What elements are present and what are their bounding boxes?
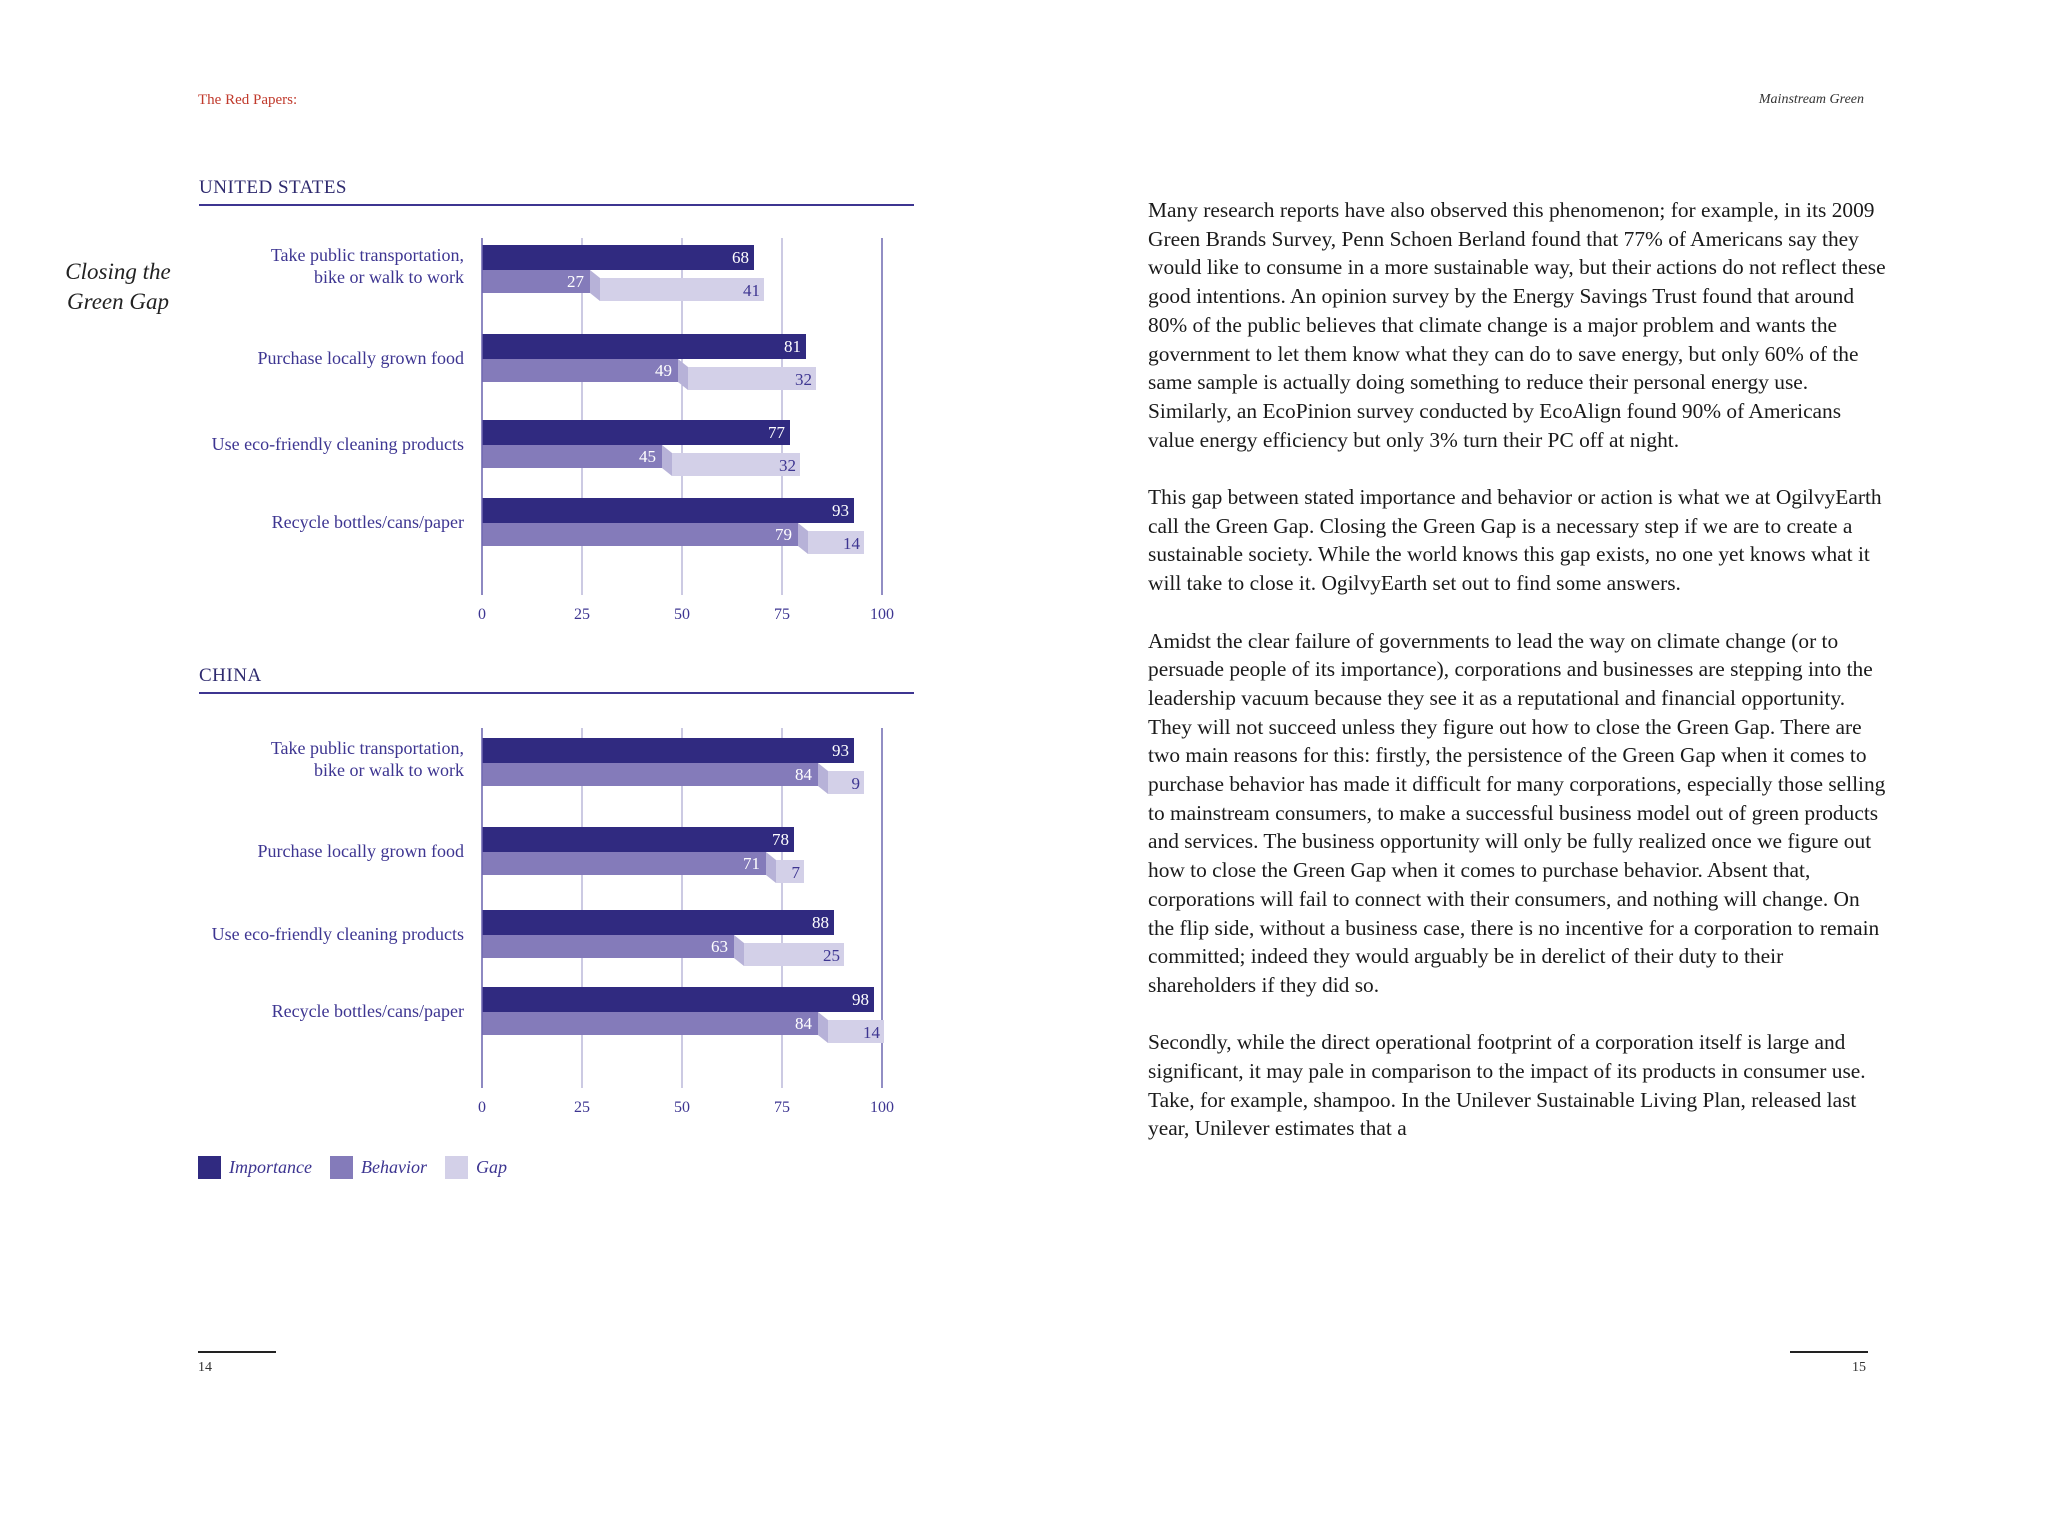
- x-tick-label: 25: [574, 1099, 590, 1116]
- category-label: Recycle bottles/cans/paper: [271, 512, 464, 532]
- category-label: Use eco-friendly cleaning products: [211, 924, 464, 944]
- chart-china: [0, 0, 1000, 1536]
- importance-value-label: 81: [784, 337, 801, 356]
- importance-value-label: 88: [812, 913, 829, 932]
- legend-label-importance: Importance: [229, 1157, 312, 1177]
- legend-label-behavior: Behavior: [360, 1157, 427, 1177]
- behavior-value-label: 63: [711, 937, 728, 956]
- behavior-value-label: 45: [639, 447, 656, 466]
- importance-bar: [482, 738, 854, 763]
- gap-bar-side: [734, 935, 744, 966]
- x-tick-label: 0: [478, 606, 486, 623]
- behavior-bar: [482, 1012, 818, 1035]
- chart-legend: [198, 1156, 525, 1179]
- category-label: Recycle bottles/cans/paper: [271, 1001, 464, 1021]
- legend-item-importance: [198, 1156, 312, 1179]
- importance-value-label: 93: [832, 501, 849, 520]
- x-tick-label: 0: [478, 1099, 486, 1116]
- legend-label-gap: Gap: [475, 1157, 507, 1177]
- importance-bar: [482, 910, 834, 935]
- importance-value-label: 78: [772, 830, 789, 849]
- category-label: Use eco-friendly cleaning products: [211, 434, 464, 454]
- footer-rule-left: [198, 1351, 276, 1353]
- gap-bar-side: [818, 1012, 828, 1043]
- gap-value-label: 32: [779, 456, 796, 475]
- body-paragraph-4: Secondly, while the direct operational footprint of a corporation itself is large and significant, it may pale in comparison to the impact of its products in consumer use. Take, for example, shampoo. In the Unilever Sustainable Living Plan, released last year, Unilever estimates that a: [1148, 1030, 1866, 1141]
- chart-title-china: CHINA: [199, 665, 262, 686]
- gap-value-label: 14: [843, 534, 860, 553]
- x-tick-label: 75: [774, 606, 790, 623]
- x-tick-label: 50: [674, 606, 690, 623]
- behavior-value-label: 49: [655, 361, 672, 380]
- behavior-bar: [482, 852, 766, 875]
- importance-bar: [482, 827, 794, 852]
- category-label: bike or walk to work: [314, 760, 464, 780]
- running-header-right: Mainstream Green: [1758, 92, 1864, 107]
- gap-value-label: 32: [795, 370, 812, 389]
- gap-value-label: 14: [863, 1023, 880, 1042]
- behavior-bar: [482, 763, 818, 786]
- gap-value-label: 7: [791, 863, 800, 882]
- behavior-value-label: 71: [743, 854, 760, 873]
- legend-swatch-gap: [445, 1156, 468, 1179]
- page-number-right: 15: [1852, 1360, 1866, 1375]
- importance-value-label: 93: [832, 741, 849, 760]
- gap-value-label: 41: [743, 281, 760, 300]
- gap-value-label: 25: [823, 946, 840, 965]
- body-paragraph-3: Amidst the clear failure of governments to lead the way on climate change (or to persuade people of its importance), corporations and businesses are stepping into the leadership vacuum because they see it as a reputational and financial opportunity. They will not succeed unless they figure out how to close the Green Gap. There are two main reasons for this: firstly, the persistence of the Green Gap when it comes to purchase behavior has made it difficult for many corporations, especially those selling to mainstream consumers, to make a successful business model out of green products and services. The business opportunity will only be fully realized once we figure out how to close the Green Gap when it comes to purchase behavior. Absent that, corporations will fail to connect with their consumers, and nothing will change. On the flip side, without a business case, there is no incentive for a corporation to remain committed; indeed they would arguably be in derelict of their duty to their shareholders if they did so.: [1148, 628, 1886, 997]
- footer-rule-right: [1790, 1351, 1868, 1353]
- x-tick-label: 25: [574, 606, 590, 623]
- body-paragraph-1: Many research reports have also observed this phenomenon; for example, in its 2009 Green Brands Survey, Penn Schoen Berland found that 77% of Americans say they would like to consume in a more sustainable way, but their actions do not reflect these good intentions. An opinion survey by the Energy Savings Trust found that around 80% of the public believes that climate change is a major problem and wants the government to let them know what they can do to save energy, but only 60% of the same sample is actually doing something to reduce their personal energy use. Similarly, an EcoPinion survey conducted by EcoAlign found 90% of Americans value energy efficiency but only 3% turn their PC off at night.: [1148, 198, 1886, 452]
- running-header-left: The Red Papers:: [198, 92, 298, 108]
- importance-value-label: 68: [732, 248, 749, 267]
- importance-value-label: 77: [768, 423, 785, 442]
- importance-value-label: 98: [852, 990, 869, 1009]
- behavior-value-label: 84: [795, 1014, 812, 1033]
- legend-swatch-importance: [198, 1156, 221, 1179]
- category-label: Purchase locally grown food: [257, 348, 464, 368]
- body-text: [1148, 196, 1888, 1172]
- page-number-left: 14: [198, 1360, 212, 1375]
- x-tick-label: 100: [870, 1099, 894, 1116]
- behavior-value-label: 79: [775, 525, 792, 544]
- legend-item-gap: [445, 1156, 507, 1179]
- x-tick-label: 50: [674, 1099, 690, 1116]
- category-label: Purchase locally grown food: [257, 841, 464, 861]
- chart-title-united-states: UNITED STATES: [199, 177, 347, 198]
- gap-bar-side: [818, 763, 828, 794]
- behavior-value-label: 84: [795, 765, 812, 784]
- category-label: Take public transportation,: [270, 245, 464, 265]
- importance-bar: [482, 987, 874, 1012]
- behavior-value-label: 27: [567, 272, 584, 291]
- x-tick-label: 100: [870, 606, 894, 623]
- category-label: bike or walk to work: [314, 267, 464, 287]
- legend-swatch-behavior: [330, 1156, 353, 1179]
- gap-value-label: 9: [851, 774, 860, 793]
- x-tick-label: 75: [774, 1099, 790, 1116]
- side-title-line-1: Closing the: [65, 259, 171, 284]
- side-title-line-2: Green Gap: [67, 289, 169, 314]
- behavior-bar: [482, 935, 734, 958]
- category-label: Take public transportation,: [270, 738, 464, 758]
- body-paragraph-2: This gap between stated importance and behavior or action is what we at OgilvyEarth call the Green Gap. Closing the Green Gap is a necessary step if we are to create a sustainable society. While the world knows this gap exists, no one yet knows what it will take to close it. OgilvyEarth set out to find some answers.: [1148, 485, 1882, 596]
- legend-item-behavior: [330, 1156, 427, 1179]
- gap-bar-side: [766, 852, 776, 883]
